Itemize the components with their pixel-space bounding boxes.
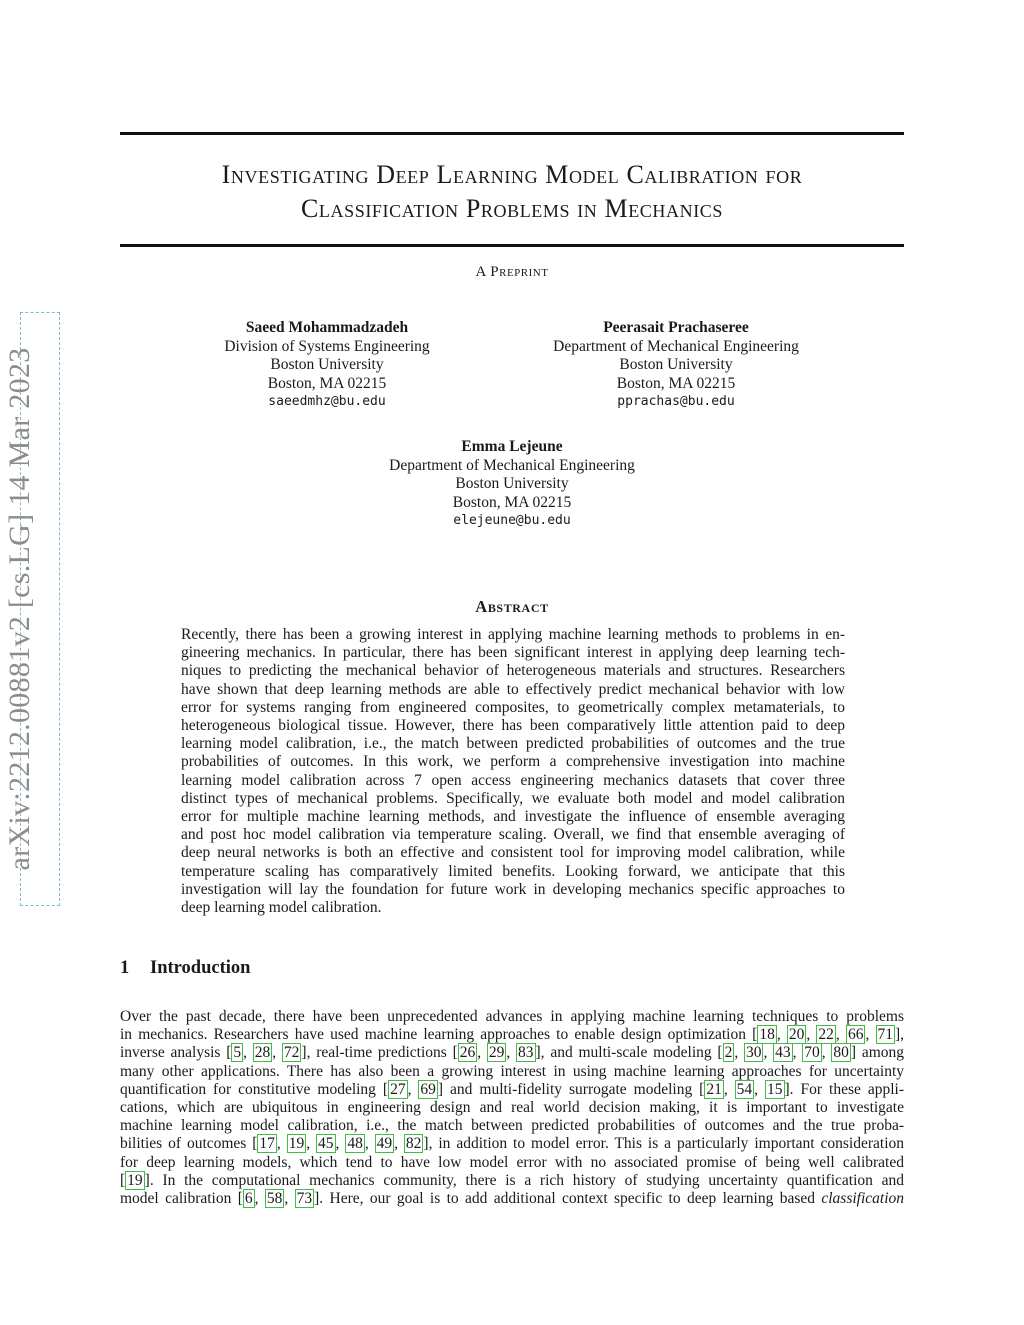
text-run: quantification for constitutive modeling [	[120, 1080, 389, 1098]
citation-link[interactable]: 20	[788, 1026, 805, 1044]
citation-group	[257, 1134, 423, 1153]
citation-link[interactable]: 69	[420, 1080, 436, 1098]
text-line	[120, 1081, 904, 1099]
abstract-line: gineering mechanics. In particular, there has been significant interest in applying deep learning tech-	[181, 644, 845, 662]
citation-link[interactable]: 18	[759, 1026, 775, 1044]
text-run: model calibration [	[120, 1190, 243, 1208]
abstract-line: and post hoc model calibration via temperature scaling. Overall, we find that ensemble averaging of	[181, 826, 845, 844]
citation-link[interactable]: 43	[775, 1044, 791, 1062]
text-run: ], real-time predictions [	[301, 1044, 458, 1062]
abstract-line: learning model calibration across 7 open access engineering mechanics datasets that cover three	[181, 771, 845, 789]
citation-link[interactable]: 15	[767, 1080, 783, 1098]
author-block	[535, 319, 817, 412]
text-run-italic: classification	[821, 1190, 905, 1208]
text-run: ]. In the computational mechanics community, there is a rich history of studying uncertainty quantification and	[144, 1171, 904, 1189]
citation-link[interactable]: 27	[390, 1080, 406, 1098]
text-line	[120, 1154, 904, 1172]
abstract-line: error for multiple machine learning methods, and investigate the influence of ensemble averaging	[181, 808, 845, 826]
text-line	[120, 1135, 904, 1153]
text-run: Over the past decade, there have been unprecedented advances in applying machine learning techniques to problems	[120, 1008, 904, 1025]
citation-link[interactable]: 29	[488, 1044, 505, 1062]
author-name: Peerasait Prachaseree	[603, 319, 749, 336]
abstract-line: error for systems ranging from engineered composites, to geometrically complex metamaterials, to	[181, 698, 845, 716]
section-title: Introduction	[150, 958, 251, 978]
citation-link[interactable]: 83	[518, 1044, 534, 1062]
author-email[interactable]: pprachas@bu.edu	[617, 394, 735, 409]
citation-link[interactable]: 21	[706, 1080, 722, 1098]
citation-link[interactable]: 17	[259, 1135, 275, 1153]
citation-separator: ,	[806, 1026, 817, 1044]
abstract-line: probabilities of outcomes. In this work, we perform a comprehensive investigation into machine	[181, 753, 845, 771]
citation-group	[125, 1171, 145, 1190]
section-number: 1	[120, 958, 130, 978]
title-rule-bottom	[120, 244, 904, 247]
citation-separator: ,	[335, 1135, 346, 1153]
citation-group	[243, 1189, 314, 1208]
text-line	[120, 1117, 904, 1135]
text-run: ]. Here, our goal is to add additional context specific to deep learning based	[314, 1190, 822, 1208]
citation-separator: ,	[835, 1026, 846, 1044]
section-heading	[120, 958, 250, 979]
author-city: Boston, MA 02215	[452, 493, 572, 511]
citation-link[interactable]: 26	[459, 1044, 476, 1062]
abstract-line: have shown that deep learning methods are able to effectively predict mechanical behavior with low	[181, 680, 845, 698]
citation-separator: ,	[754, 1080, 766, 1098]
citation-separator: ,	[407, 1080, 419, 1098]
author-block	[207, 319, 447, 412]
citation-separator: ,	[763, 1044, 774, 1062]
citation-link[interactable]: 58	[266, 1190, 283, 1208]
author-name: Emma Lejeune	[461, 438, 563, 455]
arxiv-stamp: arXiv:2212.00881v2 [cs.LG] 14 Mar 2023	[3, 347, 36, 871]
citation-group	[757, 1025, 895, 1044]
text-run: machine learning model calibration, i.e., the match between predicted probabilities of outcomes and the true proba-	[120, 1117, 904, 1135]
title-line: Classification Problems in Mechanics	[300, 194, 724, 223]
text-run: in mechanics. Researchers have used machine learning approaches to enable design optimization [	[120, 1026, 758, 1044]
citation-link[interactable]: 73	[296, 1190, 313, 1208]
citation-link[interactable]: 71	[877, 1026, 893, 1044]
author-dept: Department of Mechanical Engineering	[553, 337, 799, 355]
author-univ: Boston University	[619, 356, 733, 373]
citation-separator: ,	[284, 1190, 295, 1208]
paper-title	[120, 158, 904, 226]
citation-separator: ,	[276, 1135, 287, 1153]
author-univ: Boston University	[270, 356, 384, 373]
citation-group	[458, 1043, 536, 1062]
preprint-label: A Preprint	[475, 264, 549, 280]
citation-link[interactable]: 82	[405, 1135, 422, 1153]
text-run: [	[120, 1171, 126, 1189]
citation-separator: ,	[364, 1135, 375, 1153]
title-line: Investigating Deep Learning Model Calibration for	[221, 160, 803, 189]
abstract-line: temperature scaling has comparatively limited benefits. Looking forward, we anticipate that this	[181, 862, 845, 880]
citation-link[interactable]: 54	[736, 1080, 753, 1098]
citation-link[interactable]: 5	[233, 1044, 242, 1062]
text-run: ],	[895, 1026, 905, 1044]
text-line	[120, 1008, 904, 1026]
author-email[interactable]: saeedmhz@bu.edu	[268, 394, 386, 409]
citation-group	[231, 1043, 301, 1062]
citation-group	[704, 1080, 784, 1099]
text-run: for deep learning models, which tend to have low model error with no associated promise of being well calibrated	[120, 1153, 904, 1171]
text-line	[120, 1099, 904, 1117]
citation-link[interactable]: 49	[376, 1135, 393, 1153]
abstract-heading: Abstract	[475, 597, 549, 616]
citation-link[interactable]: 66	[847, 1026, 864, 1044]
text-run: ]. For these appli-	[784, 1080, 904, 1098]
citation-link[interactable]: 6	[244, 1190, 253, 1208]
text-line	[120, 1026, 904, 1044]
author-block	[362, 438, 662, 531]
text-run: bilities of outcomes [	[120, 1135, 258, 1153]
citation-separator: ,	[723, 1080, 735, 1098]
citation-separator: ,	[254, 1190, 265, 1208]
citation-link[interactable]: 2	[724, 1044, 733, 1062]
text-line	[120, 1063, 904, 1081]
text-run: ] among	[850, 1044, 905, 1062]
text-run: ], and multi-scale modeling [	[535, 1044, 723, 1062]
citation-separator: ,	[477, 1044, 487, 1062]
author-email[interactable]: elejeune@bu.edu	[453, 513, 571, 528]
citation-separator: ,	[506, 1044, 517, 1062]
citation-separator: ,	[394, 1135, 404, 1153]
citation-link[interactable]: 72	[283, 1044, 300, 1062]
citation-separator: ,	[243, 1044, 253, 1062]
text-run: ], in addition to model error. This is a particularly important consideration	[423, 1135, 905, 1153]
text-line	[120, 1190, 904, 1208]
citation-separator: ,	[776, 1026, 787, 1044]
citation-link[interactable]: 80	[833, 1044, 849, 1062]
citation-link[interactable]: 48	[347, 1135, 363, 1153]
citation-separator: ,	[865, 1026, 876, 1044]
author-city: Boston, MA 02215	[267, 374, 387, 392]
citation-group	[723, 1043, 851, 1062]
citation-link[interactable]: 45	[318, 1135, 334, 1153]
abstract-line: Recently, there has been a growing interest in applying machine learning methods to problems in en-	[181, 626, 845, 643]
abstract-line: deep learning model calibration.	[181, 899, 382, 917]
text-line	[120, 1044, 904, 1062]
intro-paragraph	[120, 1008, 904, 1208]
abstract-line: deep neural networks is both an effective and consistent tool for improving model calibration, while	[181, 844, 845, 862]
author-dept: Department of Mechanical Engineering	[389, 456, 635, 474]
citation-link[interactable]: 22	[818, 1026, 834, 1044]
citation-link[interactable]: 30	[745, 1044, 762, 1062]
abstract-line: heterogeneous biological tissue. However, there has been comparatively little attention paid to deep	[181, 717, 845, 735]
author-city: Boston, MA 02215	[616, 374, 736, 392]
abstract-line: niques to predicting the mechanical behavior of heterogeneous materials and structures. Researchers	[181, 662, 845, 680]
text-run: cations, which are ubiquitous in engineering design and real world decision making, it is important to investigate	[120, 1099, 904, 1117]
abstract-line: investigation will lay the foundation for future work in developing mechanics specific approaches to	[181, 880, 845, 898]
text-run: ] and multi-fidelity surrogate modeling [	[437, 1080, 705, 1098]
citation-separator: ,	[306, 1135, 317, 1153]
citation-separator: ,	[734, 1044, 744, 1062]
citation-group	[388, 1080, 438, 1099]
text-line	[120, 1172, 904, 1190]
citation-separator: ,	[821, 1044, 832, 1062]
abstract-body	[181, 626, 845, 917]
abstract-line: learning model calibration, i.e., the match between predicted probabilities of outcomes and the true	[181, 735, 845, 753]
citation-link[interactable]: 19	[127, 1171, 143, 1189]
citation-separator: ,	[272, 1044, 282, 1062]
abstract-line: distinct types of mechanical problems. Specifically, we evaluate both model and model calibration	[181, 789, 845, 807]
author-name: Saeed Mohammadzadeh	[245, 319, 409, 336]
citation-link[interactable]: 19	[288, 1135, 305, 1153]
title-rule-top	[120, 132, 904, 135]
author-univ: Boston University	[455, 475, 569, 492]
text-run: many other applications. There has also been a growing interest in using machine learning approaches for uncertainty	[120, 1062, 904, 1080]
author-dept: Division of Systems Engineering	[224, 337, 430, 355]
citation-link[interactable]: 28	[254, 1044, 271, 1062]
text-run: inverse analysis [	[120, 1044, 232, 1062]
citation-link[interactable]: 70	[804, 1044, 820, 1062]
citation-separator: ,	[792, 1044, 803, 1062]
